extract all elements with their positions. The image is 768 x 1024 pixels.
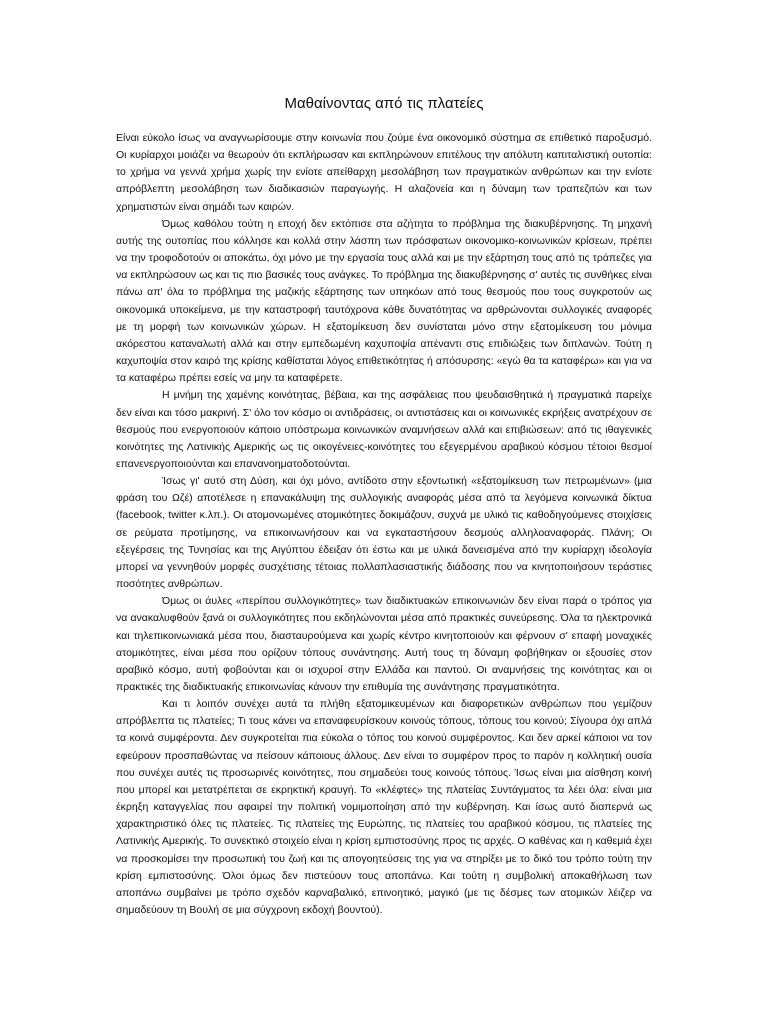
document-title: Μαθαίνοντας από τις πλατείες xyxy=(284,95,484,112)
paragraph-2: Όμως καθόλου τούτη η εποχή δεν εκτόπισε στα αζήτητα το πρόβλημα της διακυβέρνησης. Τη μηχανή αυτής της ουτοπίας που κόλλησε και κολλά στην λάσπη των πρόσφατων οικονομικο-κοινωνικών κρίσεων, πρέπει να την τροφοδοτούν οι αποκάτω, όχι μόνο με την εργασία τους αλλά και με την εξάρτηση τους από τις τράπεζες για να εκπληρώσουν ως και τις πιο βασικές τους ανάγκες. Το πρόβλημα της διακυβέρνησης σ' αυτές τις συνθήκες είναι πάνω απ' όλα το πρόβλημα της μαζικής εξάρτησης των υπηκόων από τους θεσμούς που τους συγκροτούν ως οικονομικά υποκείμενα, με την καταστροφή ταυτόχρονα κάθε δυνατότητας να αρθρώνονται συλλογικές αναφορές με τη μορφή των κοινωνικών χώρων. Η εξατομίκευση δεν συνίσταται μόνο στην εξατομίκευση του μόνιμα ακόρεστου καταναλωτή αλλά και στην εμπεδωμένη καχυποψία απέναντι στις επιδιώξεις των διπλανών. Τούτη η καχυποψία στον καιρό της κρίσης καθίσταται λόγος επιθετικότητας ή απόσυρσης: «εγώ θα τα καταφέρω» και για να τα καταφέρω πρέπει εσείς να μην τα καταφέρετε. xyxy=(116,217,652,385)
document-body xyxy=(116,130,652,919)
paragraph-3: Η μνήμη της χαμένης κοινότητας, βέβαια, και της ασφάλειας που ψευδαισθητικά ή πραγματικά παρείχε δεν είναι και τόσο μακρινή. Σ' όλο τον κόσμο οι αντιδράσεις, οι αντιστάσεις και οι κοινωνικές εκρήξεις ανατρέχουν σε θεσμούς που ενεργοποιούν κάποιο υπόστρωμα κοινωνικών αναμνήσεων αλλά και επιβιώσεων: από τις ιθαγενικές κοινότητες της Λατινικής Αμερικής ως τις οικογένειες-κοινότητες του εξεγερμένου αραβικού κόσμου τέτοιοι θεσμοί επανενεργοποιούνται και επανανοηματοδοτούνται. xyxy=(116,389,652,470)
paragraph-6: Και τι λοιπόν συνέχει αυτά τα πλήθη εξατομικευμένων και διαφορετικών ανθρώπων που γεμίζουν απρόβλεπτα τις πλατείες; Τι τους κάνει να επαναφευρίσκουν κοινούς τόπους, τόπους του κοινού; Σίγουρα όχι απλά τα κοινά συμφέροντα. Δεν συγκροτείται πια εύκολα ο τόπος του κοινού συμφέροντος. Και δεν αρκεί κάποιοι να τον εφεύρουν προσπαθώντας να πείσουν κάποιους άλλους. Δεν είναι το συμφέρον προς το παρόν η κολλητική ουσία που συνέχει αυτές τις προσωρινές κοινότητες, που σημαδεύει τους κοινούς τόπους. Ίσως είναι μια αίσθηση κοινή που μπορεί και μετατρέπεται σε εκρηκτική κραυγή. Το «κλέφτες» της πλατείας Συντάγματος τα λέει όλα: είναι μια έκρηξη καταγγελίας που αφαιρεί την πολιτική νομιμοποίηση από την κυβέρνηση. Και ίσως αυτό διαπερνά ως χαρακτηριστικό όλες τις πλατείες. Τις πλατείες της Ευρώπης, τις πλατείες του αραβικού κόσμου, τις πλατείες της Λατινικής Αμερικής. Το συνεκτικό στοιχείο είναι η κρίση εμπιστοσύνης προς τις αρχές. Ο καθένας και η καθεμιά έχει να προσκομίσει την προσωπική του ζωή και τις απογοητεύσεις της για να στηρίξει με το δικό του τρόπο τούτη την κρίση εμπιστοσύνης. Όλοι όμως δεν πιστεύουν τους αποπάνω. Και τούτη η συμβολική αποκαθήλωση των αποπάνω συμβαίνει με τρόπο σχεδόν καρναβαλικό, επινοητικό, μαγικό (με τις δέσμες των ατομικών λέιζερ να σημαδεύουν τη Βουλή σε μια σύγχρονη εκδοχή βουντού). xyxy=(116,698,652,917)
paragraph-4: Ίσως γι' αυτό στη Δύση, και όχι μόνο, αντίδοτο στην εξοντωτική «εξατομίκευση των πετρωμένων» (μια φράση του Ωζέ) αποτέλεσε η επανακάλυψη της συλλογικής αναφοράς μέσα από τα λεγόμενα κοινωνικά δίκτυα (facebook, twitter κ.λπ.). Οι ατομονωμένες ατομικότητες δοκιμάζουν, συχνά με υλικό τις καθοδηγούμενες στοιχίσεις σε ρεύματα προτίμησης, να επικοινωνήσουν και να εγκαταστήσουν δεσμούς αλληλοαναφοράς. Πλάνη; Οι εξεγέρσεις της Τυνησίας και της Αιγύπτου έδειξαν ότι έστω και με υλικά δανεισμένα από την κυρίαρχη ιδεολογία μπορεί να γεννηθούν μορφές συσχέτισης τέτοιας πολλαπλασιαστικής διάδοσης που να κινητοποιήσουν τεράστιες ποσότητες ανθρώπων. xyxy=(116,475,652,591)
paragraph-1: Είναι εύκολο ίσως να αναγνωρίσουμε στην κοινωνία που ζούμε ένα οικονομικό σύστημα σε επιθετικό παροξυσμό. Οι κυρίαρχοι μοιάζει να θεωρούν ότι εκπλήρωσαν και εκπληρώνουν επιτέλους την απόλυτη καπιταλιστική ουτοπία: το χρήμα να γεννά χρήμα χωρίς την ενίοτε απείθαρχη μεσολάβηση των πραγματικών ανθρώπων και την ενίοτε απρόβλεπτη μεσολάβηση των διαδικασιών παραγωγής. Η αλαζονεία και η δύναμη των τραπεζιτών και των χρηματιστών είναι σημάδι των καιρών. xyxy=(116,132,652,213)
paragraph-5: Όμως οι άυλες «περίπου συλλογικότητες» των διαδικτυακών επικοινωνιών δεν είναι παρά ο τρόπος για να ανακαλυφθούν ξανά οι συλλογικότητες που εκδηλώνονται μέσα από πρακτικές συνεύρεσης. Όλα τα ηλεκτρονικά και τηλεπικοινωνιακά μέσα που, διασταυρούμενα και χωρίς κέντρο κινητοποιούν και φέρνουν σ' επαφή μοναχικές ατομικότητες, είναι μέσα που ορίζουν τόπους συνάντησης. Αυτή τους τη δύναμη φοβήθηκαν οι εξουσίες στον αραβικό κόσμο, αυτή φοβούνται και οι ισχυροί στην Ελλάδα και παντού. Οι αναμνήσεις της κοινότητας και οι πρακτικές της διαδικτυακής επικοινωνίας κάνουν την επιθυμία της συνάντησης πραγματικότητα. xyxy=(116,595,652,693)
